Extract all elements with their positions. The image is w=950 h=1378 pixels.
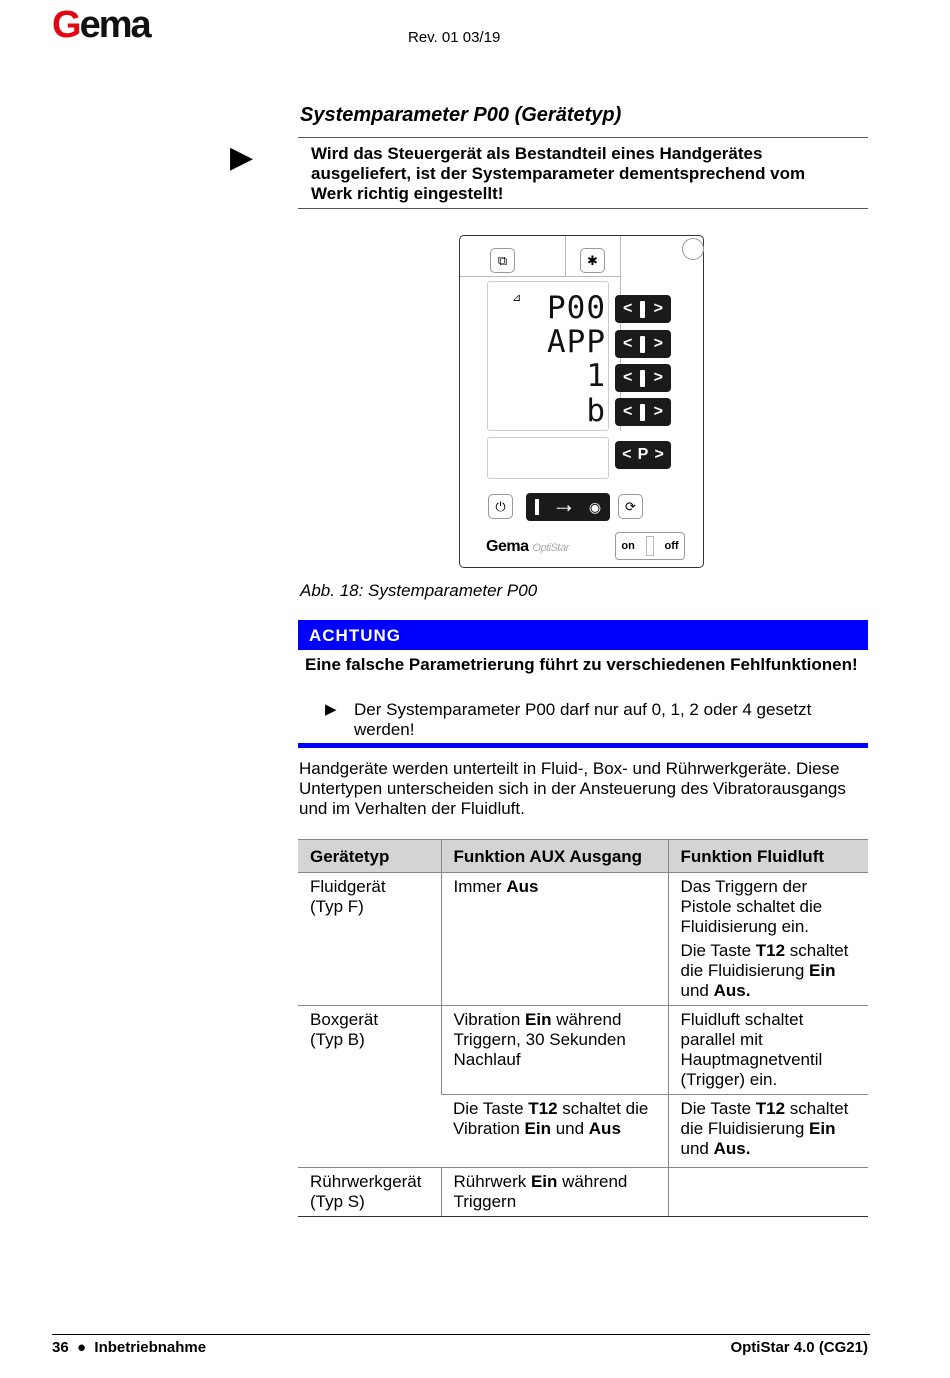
- table-cell: Die Taste T12 schaltet die Fluidisierung Ein und Aus.: [668, 1095, 868, 1168]
- copy-icon[interactable]: ⧉: [490, 248, 515, 273]
- body-paragraph: Handgeräte werden unterteilt in Fluid-, Box- und Rührwerkgeräte. Diese Untertypen unterscheiden sich in der Ansteuerung des Vibratorausgangs und im Verhalten der Fluidluft.: [299, 759, 846, 818]
- control-p[interactable]: < P >: [615, 441, 671, 469]
- status-led-icon: [682, 238, 704, 260]
- table-header: Funktion AUX Ausgang: [441, 840, 668, 873]
- table-row: [298, 1168, 868, 1217]
- footer-page: 36 ● Inbetriebnahme: [52, 1339, 207, 1356]
- footer-divider: [52, 1334, 870, 1335]
- table-cell: Fluidluft schaltet parallel mit Hauptmagnetventil (Trigger) ein.: [668, 1006, 868, 1095]
- control-row-2[interactable]: < >: [615, 330, 671, 358]
- control-row-4[interactable]: < >: [615, 398, 671, 426]
- table-cell: Die Taste T12 schaltet die Vibration Ein und Aus: [441, 1095, 668, 1168]
- lcd-lower-area: [487, 437, 609, 479]
- table-cell: Boxgerät (Typ B): [298, 1006, 441, 1168]
- figure-caption: Abb. 18: Systemparameter P00: [300, 581, 538, 600]
- gema-logo: Gema: [52, 4, 150, 46]
- revision: Rev. 01 03/19: [408, 29, 501, 46]
- table-cell: Fluidgerät (Typ F): [298, 873, 441, 1006]
- section-title: Systemparameter P00 (Gerätetyp): [300, 104, 622, 126]
- table-cell: Vibration Ein während Triggern, 30 Sekunden Nachlauf: [441, 1006, 668, 1095]
- note-text: Wird das Steuergerät als Bestandteil eines Handgerätes ausgeliefert, ist der Systemparameter dementsprechend vom Werk richtig eingestellt!: [311, 144, 806, 203]
- reset-icon[interactable]: ⟳: [618, 494, 643, 519]
- warning-bullet: Der Systemparameter P00 darf nur auf 0, 1, 2 oder 4 gesetzt werden!: [354, 700, 812, 739]
- lcd-row-4: b: [586, 393, 606, 429]
- logo-text: ema: [79, 4, 150, 46]
- control-row-3[interactable]: < >: [615, 364, 671, 392]
- table-header: Funktion Fluidluft: [668, 840, 868, 873]
- warning-heading: ACHTUNG: [298, 620, 868, 650]
- device-brand: Gema OptiStar: [486, 538, 569, 555]
- table-cell: Immer Aus: [441, 873, 668, 1006]
- table-header: Gerätetyp: [298, 840, 441, 873]
- device-type-table: [298, 839, 868, 1217]
- trigger-icon: ⊿: [512, 292, 522, 304]
- divider: [298, 208, 868, 209]
- table-header-row: [298, 840, 868, 873]
- lcd-row-2: APP: [547, 324, 606, 360]
- warning-bottom-bar: [298, 743, 868, 748]
- table-cell: Rührwerk Ein während Triggern: [441, 1168, 668, 1217]
- table-row: [298, 873, 868, 1006]
- on-off-switch[interactable]: on off: [615, 532, 685, 560]
- table-row: [298, 1006, 868, 1095]
- warning-text: Eine falsche Parametrierung führt zu verschiedenen Fehlfunktionen!: [305, 655, 858, 674]
- mode-selector[interactable]: ⤏ ◉: [526, 493, 610, 521]
- bluetooth-icon[interactable]: ✱: [580, 248, 605, 273]
- lcd-row-1: P00: [547, 290, 606, 326]
- device-panel: [459, 235, 704, 568]
- footer-product: OptiStar 4.0 (CG21): [730, 1339, 868, 1356]
- control-row-1[interactable]: < >: [615, 295, 671, 323]
- table-cell: Rührwerkgerät (Typ S): [298, 1168, 441, 1217]
- bullet-arrow-icon: ▶: [325, 701, 337, 718]
- lcd-row-3: 1: [586, 358, 606, 394]
- note-arrow-icon: ▶: [230, 141, 254, 174]
- divider: [298, 137, 868, 138]
- table-cell: [668, 1168, 868, 1217]
- power-icon[interactable]: ⏻: [488, 494, 513, 519]
- table-cell: Das Triggern der Pistole schaltet die Fluidisierung ein. Die Taste T12 schaltet die Fluidisierung Ein und Aus.: [668, 873, 868, 1006]
